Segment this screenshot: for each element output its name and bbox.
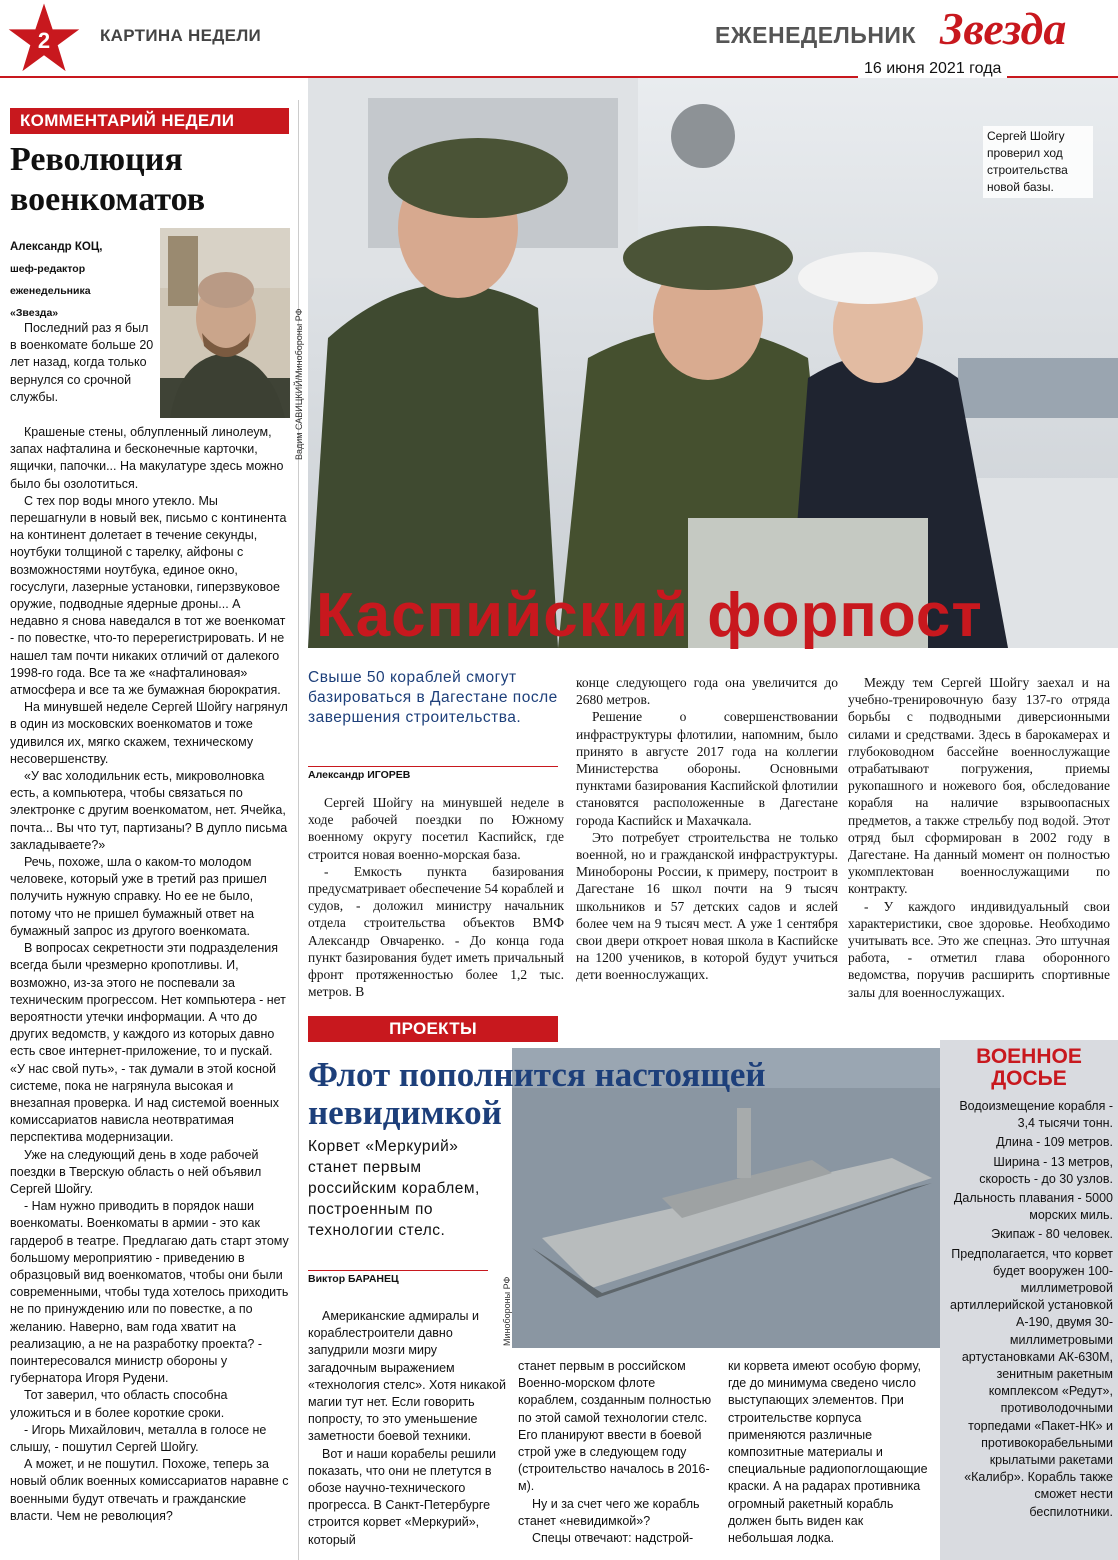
paragraph: Американские адмиралы и кораблестроители давно запудрили мозги миру загадочным выражением «технология стелс». Хотя никакой магии тут нет. Если говорить попросту, то это уменьшение заметности боевой техники.	[308, 1309, 506, 1444]
weekly-label: ЕЖЕНЕДЕЛЬНИК	[715, 22, 916, 48]
projects-author: Виктор БАРАНЕЦ	[308, 1270, 488, 1285]
main-column-3	[848, 674, 1110, 1001]
paragraph: В вопросах секретности эти подразделения всегда были чрезмерно кропотливы. И, возможно, из-за этого не поспевали за техническим прогрессом. Нет компьютера - нет вероятности утечки информации. А что до других ведомств, у каждого из которых давно есть свое интернет-приложение, то и пускай. «У нас свой путь», - так думали в этой косной системе, пока не нагрянула высокая и внезапная проверка. И над системой военных комиссариатов нависла неотвратимая перспектива модернизации.	[10, 941, 286, 1145]
paragraph: ки корвета имеют особую форму, где до минимума сведено число выступающих элементов. При строительстве корпуса применяются различные композитные материалы и специальные радиопоглощающие краски. А на радарах противника огромный ракетный корабль должен быть виден как небольшая лодка.	[728, 1359, 928, 1546]
dossier-item: Дальность плавания - 5000 морских миль.	[953, 1191, 1113, 1223]
paragraph: На минувшей неделе Сергей Шойгу нагрянул в один из московских военкоматов и тоже удивился их, мягко скажем, техническому несовершенству.	[10, 700, 288, 766]
projects-kicker: ПРОЕКТЫ	[308, 1016, 558, 1042]
dossier-body	[948, 1098, 1113, 1523]
paragraph: Последний раз я был в военкомате больше 20 лет назад, когда только вернулся со срочной службы.	[10, 321, 154, 404]
projects-column-2	[518, 1358, 716, 1547]
comment-body	[10, 424, 290, 1525]
projects-column-3	[728, 1358, 928, 1547]
author-role: «Звезда»	[10, 307, 59, 319]
author-name: Александр КОЦ,	[10, 241, 103, 253]
main-author: Александр ИГОРЕВ	[308, 766, 558, 781]
ship-photo-credit: Минобороны РФ	[502, 1276, 512, 1346]
photo-credit: Вадим САВИЦКИЙ/Минобороны РФ	[294, 308, 304, 460]
paper-brand-logo: Звезда	[940, 3, 1067, 54]
paragraph: Уже на следующий день в ходе рабочей поездки в Тверскую область о ней объявил Сергей Шойгу.	[10, 1147, 262, 1196]
paragraph: Тот заверил, что область способна уложиться и в более короткие сроки.	[10, 1388, 228, 1420]
main-column-2	[576, 674, 838, 984]
paragraph: конце следующего года она увеличится до 2680 метров.	[576, 675, 838, 708]
paragraph: Ну и за счет чего же корабль станет «невидимкой»?	[518, 1496, 700, 1528]
paragraph: - Емкость пункта базирования предусматривает обеспечение 54 кораблей и судов, - доложил министру начальник отдела строительства объектов ВМФ Александр Овчаренко. - До конца года пункт базирования будет иметь причальный фронт протяженностью более 1,2 тыс. метров. В	[308, 863, 564, 1000]
paragraph: Между тем Сергей Шойгу заехал и на учебно-тренировочную базу 137-го отряда борьбы с подводными диверсионными силами и средствами. Здесь в барокамерах и глубоководном бассейне военнослужащие отрабатывают погружения, приемы рукопашного и ножевого боя, обследование корабля на наличие взрывоопасных предметов, а также стрельбу под водой. Этот отряд был сформирован в 2002 году в Дагестане. На данный момент он полностью укомплектован военнослужащими по контракту.	[848, 675, 1110, 897]
projects-lead: Корвет «Меркурий» станет первым российским кораблем, построенным по технологии стелс.	[308, 1138, 480, 1239]
paragraph: С тех пор воды много утекло. Мы перешагнули в новый век, письмо с континента на континент долетает в течение секунды, ноутбуки толщиной с тарелку, айфоны с возможностями ноутбука, единое окно, госуслуги, лазерные установки, гиперзвуковое оружие, подводные ядерные дроны... А недавно я снова наведался в тот же военкомат - по повестке, что-то перерегистрировать. И не нашел там почти никаких отличий от далекого 1998-го года. Все та же «нафталиновая» атмосфера и все та же бумажная бюрократия.	[10, 493, 287, 698]
paragraph: - Игорь Михайлович, металла в голосе не слышу, - пошутил Сергей Шойгу.	[10, 1422, 267, 1454]
paragraph: А может, и не пошутил. Похоже, теперь за новый облик военных комиссариатов наравне с военными будут отвечать и гражданские власти. Чем не революция?	[10, 1457, 289, 1523]
comment-body-intro	[10, 320, 155, 406]
paragraph: Решение о совершенствовании инфраструктуры флотилии, напомним, было принято в августе 2017 года на коллегии Министерства обороны. Основными пунктами базирования Каспийской флотилии становятся расположенные в Дагестане города Каспийск и Махачкала.	[576, 709, 838, 828]
dossier-item: Экипаж - 80 человек.	[991, 1227, 1113, 1242]
paragraph: - Нам нужно приводить в порядок наши военкоматы. Военкоматы в армии - это как гардероб в театре. Предлагаю дать старт этому большому мероприятию - приведению в образцовый вид военкоматов, чтобы они были современными, чтобы туда хотелось приходить не по принуждению или по повестке, а по желанию. Наверно, вам года хватит на реализацию, а не на разработку проекта? - поинтересовался министр обороны у губернатора Игоря Рудени.	[10, 1199, 289, 1386]
dossier-item: Предполагается, что корвет будет вооружен 100-миллиметровой артиллерийской установкой А-190, двумя 30-миллиметровыми артустановками АК-630М, зенитным ракетным комплексом «Редут», противолодочными торпедами «Пакет-НК» и противокорабельными крылатыми ракетами «Калибр». Корабль также сможет нести беспилотники.	[950, 1246, 1113, 1519]
author-role: еженедельника	[10, 285, 91, 297]
paragraph: «У вас холодильник есть, микроволновка есть, а компьютера, чтобы связаться по электронке с другим военкоматом, нет. Ячейка, почта... Вы что тут, партизаны? В дупло письма закладываете?»	[10, 769, 288, 852]
dossier-item: Длина - 109 метров.	[996, 1135, 1113, 1150]
photo-caption: Сергей Шойгу проверил ход строительства новой базы.	[983, 126, 1093, 198]
projects-column-1	[308, 1308, 506, 1549]
author-photo	[160, 228, 290, 418]
paragraph: Это потребует строительства не только военной, но и гражданской инфраструктуры. Минобороны России, к примеру, построит в Дагестане 16 школ почти на 9 тысяч школьников и 57 детских садов и яслей более чем на 9 тысяч мест. А уже 1 сентября свои двери откроет новая школа в Каспийске на 1200 учеников, в которой будут учиться дети военнослужащих.	[576, 829, 838, 983]
comment-author	[10, 236, 160, 324]
paragraph: Речь, похоже, шла о каком-то молодом человеке, который уже в третий раз пришел получить нужную справку. Но ее не было, потому что не пришел бумажный ответ на бумажный запрос из другого военкомата.	[10, 855, 267, 938]
page-number: 2	[37, 28, 51, 53]
section-label: КАРТИНА НЕДЕЛИ	[100, 26, 262, 45]
dossier-item: Ширина - 13 метров, скорость - до 30 узлов.	[979, 1154, 1113, 1186]
main-lead: Свыше 50 кораблей смогут базироваться в Дагестане после завершения строительства.	[308, 669, 558, 726]
comment-kicker: КОММЕНТАРИЙ НЕДЕЛИ	[10, 108, 289, 134]
main-headline: Каспийский форпост	[316, 581, 983, 650]
main-column-1	[308, 794, 564, 1000]
comment-title: Революция военкоматов	[10, 141, 206, 218]
paragraph: станет первым в российском Военно-морском флоте кораблем, созданным полностью по этой самой технологии стелс. Его планируют ввести в боевой строй уже в следующем году (строительство началось в 2016-м).	[518, 1359, 712, 1494]
projects-title: Флот пополнится настоящей невидимкой	[308, 1055, 766, 1132]
issue-date: 16 июня 2021 года	[858, 60, 1007, 78]
paragraph: Вот и наши корабелы решили показать, что они не плетутся в обозе научно-технического прогресса. В Санкт-Петербурге строится корвет «Меркурий», который	[308, 1446, 496, 1547]
dossier-item: Водоизмещение корабля - 3,4 тысячи тонн.	[959, 1099, 1113, 1131]
paragraph: Сергей Шойгу на минувшей неделе в ходе рабочей поездки по Южному военному округу посетил Каспийск, где строится новая военно-морская база.	[308, 795, 564, 862]
paragraph: Спецы отвечают: надстрой-	[532, 1531, 694, 1546]
paragraph: Крашеные стены, облупленный линолеум, запах нафталина и бесконечные карточки, ящички, папочки... На макулатуре здесь можно было бы озолотиться.	[10, 425, 284, 491]
dossier-title: ВОЕННОЕ ДОСЬЕ	[976, 1045, 1082, 1090]
author-role: шеф-редактор	[10, 263, 86, 275]
paragraph: - У каждого индивидуальный свои характеристики, свое здоровье. Необходимо учитывать все. Это же спецназ. Это штучная работа, - отметил глава оборонного ведомства, поручив расширить спортивные залы для военнослужащих.	[848, 898, 1110, 1000]
